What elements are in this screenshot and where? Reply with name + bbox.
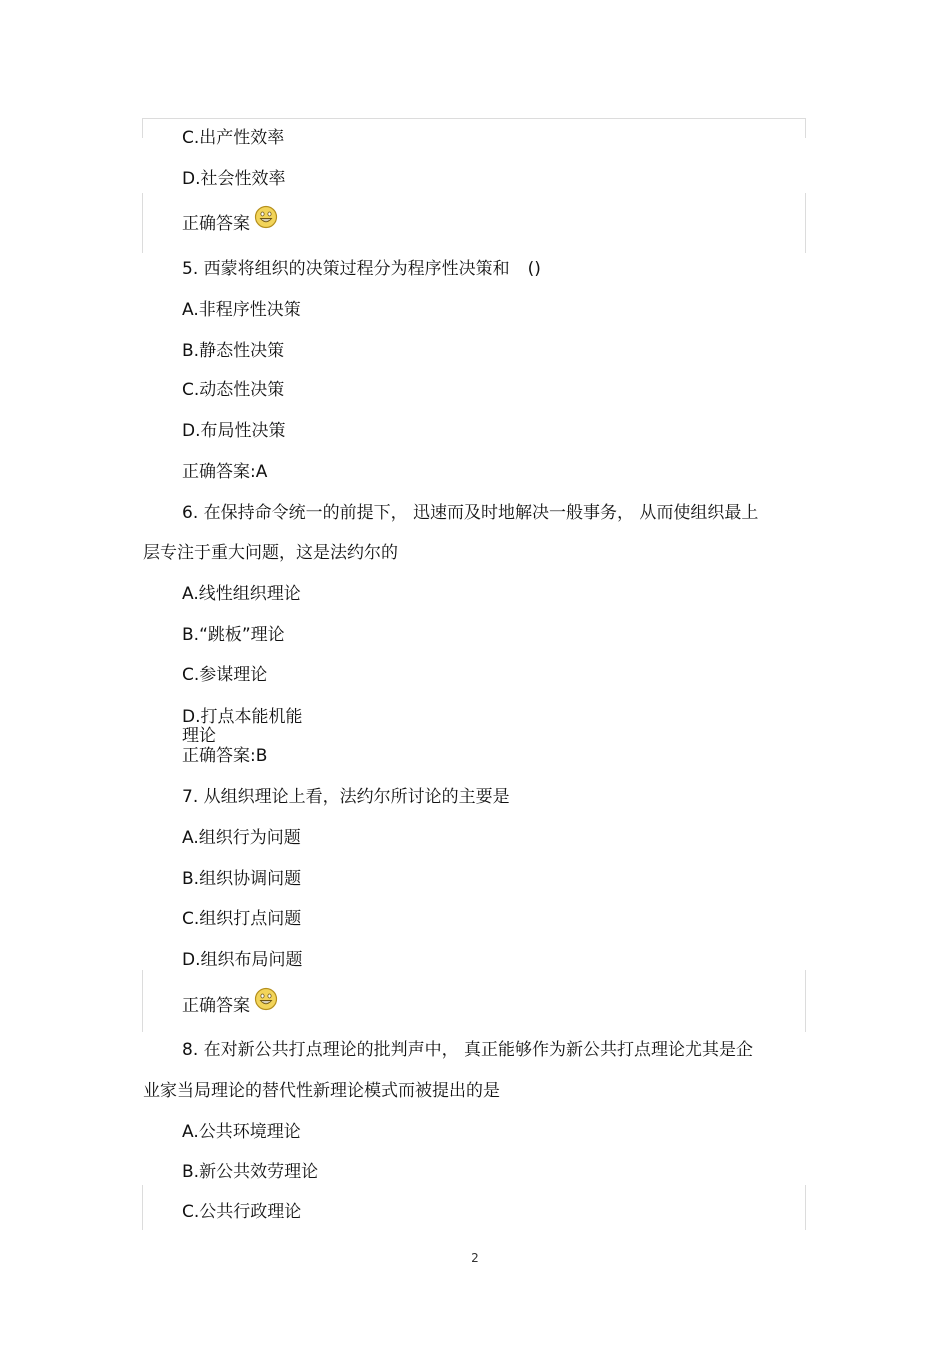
q5-blank: () [527, 259, 541, 279]
q5-question [182, 259, 541, 279]
page-frame-left [142, 970, 143, 1032]
q6-question-line1: 6. 在保持命令统一的前提下， 迅速而及时地解决一般事务， 从而使组织最上 [182, 503, 759, 523]
q7-option-d: D.组织布局问题 [182, 950, 303, 970]
smiley-face-icon [254, 205, 278, 229]
q6-option-c: C.参谋理论 [182, 665, 268, 685]
q6-option-d-line1: D.打点本能机能 [182, 707, 303, 727]
q5-option-b: B.静态性决策 [182, 341, 285, 361]
q5-option-d: D.布局性决策 [182, 421, 286, 441]
q4-option-c: C.出产性效率 [182, 128, 285, 148]
q4-option-d: D.社会性效率 [182, 169, 286, 189]
page-frame-right [805, 1185, 806, 1230]
q6-question-line2: 层专注于重大问题，这是法约尔的 [143, 543, 398, 563]
q8-question-line2: 业家当局理论的替代性新理论模式而被提出的是 [143, 1081, 500, 1101]
q6-option-a: A.线性组织理论 [182, 584, 301, 604]
smiley-face-icon [254, 987, 278, 1011]
q7-answer [182, 996, 278, 1016]
page-frame-top [142, 118, 806, 119]
page-frame-right [805, 193, 806, 253]
q6-answer: 正确答案:B [182, 746, 268, 766]
q5-option-a: A.非程序性决策 [182, 300, 301, 320]
q8-option-a: A.公共环境理论 [182, 1122, 301, 1142]
q5-option-c: C.动态性决策 [182, 380, 285, 400]
q7-option-b: B.组织协调问题 [182, 869, 302, 889]
page-frame-left [142, 193, 143, 253]
q8-option-c: C.公共行政理论 [182, 1202, 302, 1222]
page-frame-left [142, 1185, 143, 1230]
q7-question: 7. 从组织理论上看，法约尔所讨论的主要是 [182, 787, 510, 807]
q8-question-line1: 8. 在对新公共打点理论的批判声中， 真正能够作为新公共打点理论尤其是企 [182, 1040, 754, 1060]
q4-answer [182, 214, 278, 234]
q5-answer: 正确答案:A [182, 462, 268, 482]
page-frame-left [142, 118, 143, 138]
q6-option-d-line2: 理论 [182, 726, 216, 746]
page-number: 2 [471, 1251, 479, 1265]
q7-option-c: C.组织打点问题 [182, 909, 302, 929]
page-frame-right [805, 118, 806, 138]
page-frame-right [805, 970, 806, 1032]
q7-answer-label: 正确答案 [182, 996, 250, 1016]
q8-option-b: B.新公共效劳理论 [182, 1162, 319, 1182]
q5-question-text: 5. 西蒙将组织的决策过程分为程序性决策和 [182, 259, 510, 279]
q7-option-a: A.组织行为问题 [182, 828, 301, 848]
q6-option-b: B.“跳板”理论 [182, 625, 285, 645]
q4-answer-label: 正确答案 [182, 214, 250, 234]
